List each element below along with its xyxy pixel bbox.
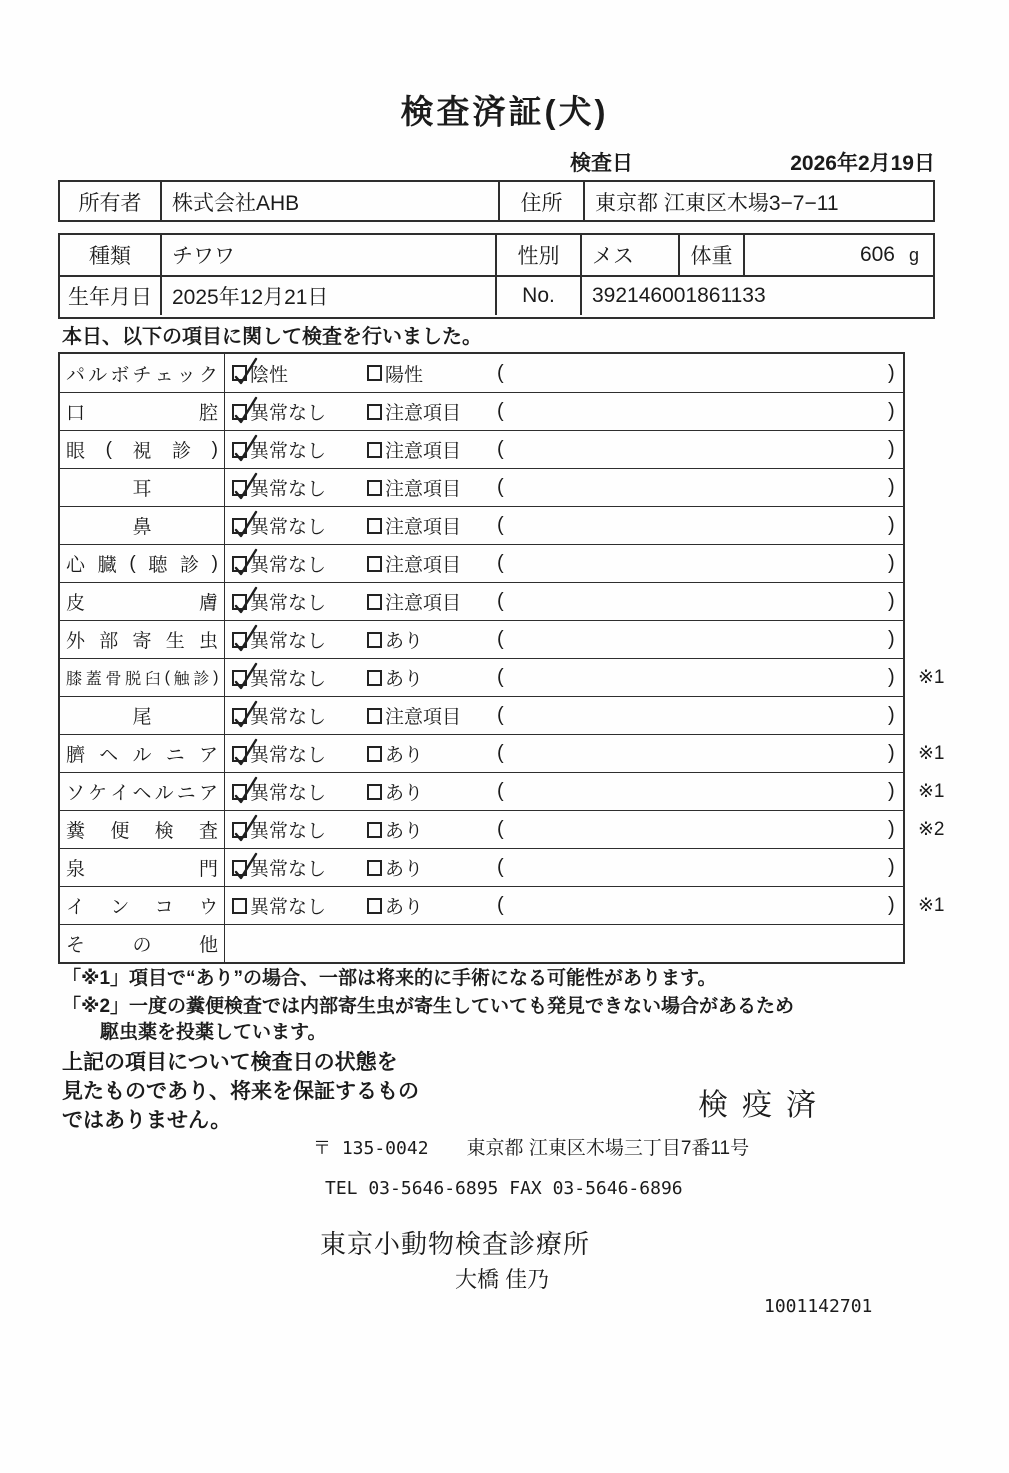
handwritten-checkmark bbox=[231, 813, 258, 844]
item-label-char: ( bbox=[164, 668, 170, 686]
no-label: No. bbox=[497, 277, 582, 315]
paren-close: ) bbox=[888, 742, 895, 764]
paren-close: ) bbox=[888, 818, 895, 840]
item-label-char: 臓 bbox=[97, 555, 117, 576]
option-1 bbox=[232, 621, 326, 658]
clinic-tel-fax: TEL 03-5646-6895 FAX 03-5646-6896 bbox=[325, 1178, 683, 1199]
paren-open: ( bbox=[497, 361, 504, 384]
weight-value: 606 bbox=[859, 243, 895, 266]
checkbox-unchecked bbox=[367, 746, 382, 762]
inspection-row bbox=[60, 430, 903, 468]
inspection-row bbox=[60, 392, 903, 430]
item-label-char: 糞 bbox=[66, 821, 86, 842]
option-2 bbox=[367, 735, 423, 772]
inspection-row bbox=[60, 848, 903, 886]
option-2-label: 注意項目 bbox=[385, 707, 462, 728]
option-1-label: 陰性 bbox=[250, 364, 289, 386]
item-label-char: ア bbox=[198, 745, 218, 766]
option-1-label: 異常なし bbox=[250, 745, 327, 766]
item-label-char: ル bbox=[88, 364, 108, 386]
checkbox-checked bbox=[232, 860, 247, 876]
paren-close: ) bbox=[888, 780, 895, 802]
item-label-char: ッ bbox=[176, 364, 196, 386]
item-label-char: ボ bbox=[110, 364, 130, 386]
handwritten-checkmark bbox=[231, 623, 258, 654]
disclaimer-line-2: 見たものであり、将来を保証するもの bbox=[62, 1080, 419, 1103]
inspection-row bbox=[60, 506, 903, 544]
item-label-char: パ bbox=[66, 364, 86, 386]
item-label bbox=[60, 469, 225, 506]
item-label-char: ) bbox=[211, 552, 218, 574]
item-label-char: 臼 bbox=[144, 671, 161, 688]
inspection-row bbox=[60, 734, 945, 772]
option-2 bbox=[367, 507, 461, 544]
inspection-date-label: 検査日 bbox=[570, 152, 633, 175]
item-label-char: 心 bbox=[66, 555, 86, 576]
paren-close: ) bbox=[888, 590, 895, 612]
weight-label: 体重 bbox=[680, 235, 745, 275]
option-1-label: 異常なし bbox=[250, 631, 327, 652]
footnote-ref: ※1 bbox=[918, 743, 945, 764]
paren-close: ) bbox=[888, 704, 895, 726]
option-1 bbox=[232, 773, 326, 810]
item-label-char: 皮 bbox=[66, 593, 86, 614]
inspection-row bbox=[60, 772, 945, 810]
paren-close: ) bbox=[888, 476, 895, 498]
item-label-char: ウ bbox=[198, 897, 218, 918]
handwritten-checkmark bbox=[231, 585, 258, 616]
item-label bbox=[60, 431, 225, 468]
item-label bbox=[60, 697, 225, 734]
inspection-row bbox=[60, 886, 945, 924]
item-label-char: 聴 bbox=[148, 555, 168, 576]
paren-close: ) bbox=[888, 552, 895, 574]
item-label-char: 他 bbox=[198, 935, 218, 956]
option-2-label: 注意項目 bbox=[385, 479, 462, 500]
inspection-row bbox=[60, 354, 903, 392]
option-2-label: あり bbox=[385, 745, 424, 766]
paren-close: ) bbox=[888, 514, 895, 536]
option-2 bbox=[367, 849, 423, 886]
item-label-char: 門 bbox=[198, 859, 218, 880]
item-label-char: ア bbox=[198, 783, 218, 804]
owner-row bbox=[60, 182, 933, 222]
inspection-row bbox=[60, 810, 945, 848]
clinic-address-line bbox=[313, 1133, 749, 1160]
handwritten-checkmark bbox=[231, 547, 258, 578]
checkbox-checked bbox=[232, 670, 247, 686]
item-label-char: 診 bbox=[193, 671, 209, 688]
footnote-ref: ※1 bbox=[918, 667, 945, 688]
option-1-label: 異常なし bbox=[250, 441, 327, 462]
option-2-label: 注意項目 bbox=[385, 441, 462, 462]
item-label bbox=[60, 849, 225, 886]
option-2-label: 注意項目 bbox=[385, 403, 462, 424]
option-1-label: 異常なし bbox=[250, 859, 327, 880]
item-label-char: ェ bbox=[154, 364, 174, 386]
checkbox-unchecked bbox=[367, 784, 382, 800]
option-2 bbox=[367, 393, 461, 430]
option-1-label: 異常なし bbox=[250, 479, 327, 500]
item-label-char: 臍 bbox=[66, 745, 86, 766]
clinic-postal-code: 〒 135-0042 bbox=[313, 1138, 429, 1159]
document-code: 1001142701 bbox=[764, 1296, 873, 1317]
option-2-label: 注意項目 bbox=[385, 593, 462, 614]
checkbox-unchecked bbox=[367, 518, 382, 534]
item-label-char: ケ bbox=[88, 783, 108, 804]
option-1 bbox=[232, 583, 326, 620]
paren-close: ) bbox=[888, 438, 895, 460]
checkbox-unchecked bbox=[367, 480, 382, 496]
option-2 bbox=[367, 469, 461, 506]
item-label-char: 外 bbox=[66, 631, 86, 652]
owner-table bbox=[58, 180, 935, 222]
item-label-char: 寄 bbox=[132, 631, 152, 652]
paren-open: ( bbox=[497, 856, 504, 878]
item-label-char: コ bbox=[154, 897, 174, 918]
option-2 bbox=[367, 659, 423, 696]
option-1 bbox=[232, 811, 326, 848]
checkbox-unchecked bbox=[367, 632, 382, 648]
item-label-char: 膝 bbox=[66, 671, 82, 688]
item-label-char: ( bbox=[129, 552, 136, 574]
option-1 bbox=[232, 849, 326, 886]
option-2-label: あり bbox=[385, 631, 424, 652]
item-label-char: 蓋 bbox=[85, 671, 102, 688]
option-2-label: あり bbox=[385, 821, 424, 842]
option-2-label: あり bbox=[385, 669, 424, 690]
inspection-row bbox=[60, 658, 945, 696]
paren-open: ( bbox=[497, 666, 504, 688]
sex-value: メス bbox=[582, 235, 680, 275]
veterinarian-name: 大橋 佳乃 bbox=[455, 1267, 550, 1292]
item-label-char: ニ bbox=[165, 745, 185, 766]
option-2 bbox=[367, 811, 423, 848]
paren-open: ( bbox=[497, 628, 504, 650]
footnote-2-continued: 駆虫薬を投薬しています。 bbox=[100, 1022, 327, 1043]
item-label bbox=[60, 621, 225, 658]
document-title: 検査済証(犬) bbox=[400, 93, 609, 130]
footnote-1: 「※1」項目で“あり”の場合、一部は将来的に手術になる可能性があります。 bbox=[62, 968, 717, 989]
paren-open: ( bbox=[497, 514, 504, 536]
option-2-label: あり bbox=[385, 783, 424, 804]
item-label-char: 生 bbox=[165, 631, 185, 652]
item-label-char: ニ bbox=[176, 783, 196, 804]
paren-open: ( bbox=[497, 818, 504, 840]
item-label bbox=[60, 393, 225, 430]
owner-value: 株式会社AHB bbox=[162, 182, 500, 222]
item-label-char: 尾 bbox=[132, 707, 152, 728]
item-label-char: イ bbox=[66, 897, 86, 918]
item-label-char: 虫 bbox=[198, 631, 218, 652]
sex-label: 性別 bbox=[497, 235, 582, 275]
address-label: 住所 bbox=[500, 182, 585, 222]
inspection-row bbox=[60, 544, 903, 582]
footnote-ref: ※2 bbox=[918, 819, 945, 840]
option-2 bbox=[367, 354, 423, 392]
item-label-char: ( bbox=[105, 438, 112, 460]
paren-open: ( bbox=[497, 894, 504, 916]
item-label-char: 眼 bbox=[66, 441, 86, 462]
checkbox-unchecked bbox=[232, 898, 247, 914]
pet-table bbox=[58, 233, 935, 319]
checkbox-checked bbox=[232, 365, 247, 381]
inspection-table bbox=[58, 352, 945, 964]
intro-text: 本日、以下の項目に関して検査を行いました。 bbox=[62, 326, 482, 348]
disclaimer-line-1: 上記の項目について検査日の状態を bbox=[62, 1051, 398, 1074]
paren-close: ) bbox=[888, 856, 895, 878]
breed-label: 種類 bbox=[60, 235, 162, 275]
item-label-char: 膚 bbox=[198, 593, 218, 614]
checkbox-checked bbox=[232, 746, 247, 762]
handwritten-checkmark bbox=[231, 509, 258, 540]
checkbox-unchecked bbox=[367, 442, 382, 458]
item-label-char: 脱 bbox=[125, 671, 141, 688]
item-label-char: 便 bbox=[110, 821, 130, 842]
option-2 bbox=[367, 583, 461, 620]
option-1-label: 異常なし bbox=[250, 783, 327, 804]
checkbox-unchecked bbox=[367, 404, 382, 420]
footnote-2: 「※2」一度の糞便検査では内部寄生虫が寄生していても発見できない場合があるため bbox=[62, 996, 795, 1017]
item-label bbox=[60, 583, 225, 620]
inspection-date-value: 2026年2月19日 bbox=[790, 152, 935, 175]
inspection-row bbox=[60, 924, 903, 962]
address-value: 東京都 江東区木場3−7−11 bbox=[595, 192, 839, 215]
no-value: 392146001861133 bbox=[592, 284, 766, 307]
item-label-char: 触 bbox=[173, 671, 190, 688]
item-label bbox=[60, 354, 225, 392]
option-1 bbox=[232, 354, 288, 392]
option-2-label: あり bbox=[385, 859, 424, 880]
checkbox-unchecked bbox=[367, 670, 382, 686]
option-1-label: 異常なし bbox=[250, 593, 327, 614]
item-label-char: そ bbox=[66, 935, 86, 956]
checkbox-unchecked bbox=[367, 898, 382, 914]
item-label bbox=[60, 887, 225, 924]
footnote-ref: ※1 bbox=[918, 781, 945, 802]
item-label bbox=[60, 735, 225, 772]
handwritten-checkmark bbox=[231, 433, 258, 464]
birthdate-label: 生年月日 bbox=[60, 277, 162, 315]
option-1-label: 異常なし bbox=[250, 707, 327, 728]
option-1 bbox=[232, 545, 326, 582]
item-label-char: イ bbox=[110, 783, 130, 804]
handwritten-checkmark bbox=[231, 661, 258, 692]
option-2 bbox=[367, 887, 423, 924]
handwritten-checkmark bbox=[231, 737, 258, 768]
paren-close: ) bbox=[888, 628, 895, 650]
checkbox-unchecked bbox=[367, 365, 382, 381]
checkbox-unchecked bbox=[367, 556, 382, 572]
item-label-char: 部 bbox=[99, 631, 119, 652]
option-1 bbox=[232, 469, 326, 506]
checkbox-checked bbox=[232, 518, 247, 534]
inspection-row bbox=[60, 582, 903, 620]
checkbox-checked bbox=[232, 594, 247, 610]
inspection-row bbox=[60, 468, 903, 506]
weight-unit: g bbox=[908, 244, 919, 265]
inspection-row bbox=[60, 696, 903, 734]
clinic-name: 東京小動物検査診療所 bbox=[320, 1229, 591, 1259]
paren-open: ( bbox=[497, 780, 504, 802]
checkbox-checked bbox=[232, 556, 247, 572]
item-label bbox=[60, 545, 225, 582]
option-2-label: あり bbox=[385, 897, 424, 918]
paren-open: ( bbox=[497, 552, 504, 574]
handwritten-checkmark bbox=[231, 699, 258, 730]
paren-close: ) bbox=[888, 400, 895, 422]
option-1 bbox=[232, 659, 326, 696]
paren-open: ( bbox=[497, 704, 504, 726]
weight-value-cell bbox=[745, 235, 933, 275]
item-label-char: ク bbox=[198, 364, 218, 386]
option-1-label: 異常なし bbox=[250, 403, 327, 424]
option-1-label: 異常なし bbox=[250, 897, 327, 918]
option-1 bbox=[232, 507, 326, 544]
item-label-char: ル bbox=[154, 783, 174, 804]
item-label-char: チ bbox=[132, 364, 152, 386]
breed-value: チワワ bbox=[162, 235, 497, 275]
checkbox-unchecked bbox=[367, 594, 382, 610]
item-label bbox=[60, 925, 225, 962]
option-1 bbox=[232, 887, 326, 924]
item-label-char: 検 bbox=[154, 821, 174, 842]
pet-row-2 bbox=[60, 275, 933, 315]
item-label bbox=[60, 659, 225, 696]
option-2 bbox=[367, 621, 423, 658]
item-label-char: ヘ bbox=[132, 783, 152, 804]
option-2-label: 注意項目 bbox=[385, 517, 462, 538]
option-1 bbox=[232, 393, 326, 430]
option-2 bbox=[367, 773, 423, 810]
birthdate-value: 2025年12月21日 bbox=[162, 277, 497, 315]
handwritten-checkmark bbox=[231, 851, 258, 882]
checkbox-unchecked bbox=[367, 860, 382, 876]
handwritten-checkmark bbox=[231, 775, 258, 806]
item-label-char: ン bbox=[110, 897, 130, 918]
option-1 bbox=[232, 697, 326, 734]
item-label-char: 査 bbox=[198, 821, 218, 842]
item-label-char: 骨 bbox=[105, 671, 121, 688]
paren-open: ( bbox=[497, 742, 504, 764]
quarantine-stamp: 検疫済 bbox=[698, 1089, 830, 1122]
clinic-address: 東京都 江東区木場三丁目7番11号 bbox=[466, 1138, 750, 1159]
item-label bbox=[60, 811, 225, 848]
item-label-char: 診 bbox=[172, 441, 192, 462]
inspection-row bbox=[60, 620, 903, 658]
option-2-label: 陽性 bbox=[385, 364, 424, 386]
item-label-char: 泉 bbox=[66, 859, 86, 880]
paren-open: ( bbox=[497, 590, 504, 612]
owner-label: 所有者 bbox=[60, 182, 162, 222]
item-label-char: 診 bbox=[180, 555, 200, 576]
disclaimer-text bbox=[62, 1048, 419, 1135]
option-1-label: 異常なし bbox=[250, 669, 327, 690]
paren-open: ( bbox=[497, 476, 504, 498]
item-label-char: ヘ bbox=[99, 745, 119, 766]
checkbox-checked bbox=[232, 480, 247, 496]
checkbox-checked bbox=[232, 632, 247, 648]
option-1 bbox=[232, 735, 326, 772]
checkbox-checked bbox=[232, 822, 247, 838]
item-label bbox=[60, 773, 225, 810]
item-label-char: ソ bbox=[66, 783, 86, 804]
paren-open: ( bbox=[497, 400, 504, 422]
item-label-char: 腔 bbox=[198, 403, 218, 424]
item-label-char: 鼻 bbox=[132, 517, 152, 538]
item-label bbox=[60, 507, 225, 544]
checkbox-checked bbox=[232, 442, 247, 458]
item-label-char: の bbox=[132, 935, 152, 956]
checkbox-checked bbox=[232, 784, 247, 800]
disclaimer-line-3: ではありません。 bbox=[62, 1109, 232, 1132]
option-2 bbox=[367, 545, 461, 582]
checkbox-checked bbox=[232, 404, 247, 420]
handwritten-checkmark bbox=[231, 356, 258, 387]
handwritten-checkmark bbox=[231, 395, 258, 426]
option-2-label: 注意項目 bbox=[385, 555, 462, 576]
checkbox-unchecked bbox=[367, 822, 382, 838]
paren-close: ) bbox=[888, 894, 895, 916]
option-1 bbox=[232, 431, 326, 468]
checkbox-checked bbox=[232, 708, 247, 724]
item-label-char: ) bbox=[213, 668, 218, 686]
option-1-label: 異常なし bbox=[250, 821, 327, 842]
item-label-char: ) bbox=[211, 438, 218, 460]
item-label-char: 口 bbox=[66, 403, 86, 424]
pet-row-1 bbox=[60, 235, 933, 275]
option-2 bbox=[367, 431, 461, 468]
footnote-ref: ※1 bbox=[918, 895, 945, 916]
checkbox-unchecked bbox=[367, 708, 382, 724]
paren-close: ) bbox=[888, 361, 895, 384]
item-label-char: 視 bbox=[132, 441, 152, 462]
paren-open: ( bbox=[497, 438, 504, 460]
option-2 bbox=[367, 697, 461, 734]
option-1-label: 異常なし bbox=[250, 517, 327, 538]
handwritten-checkmark bbox=[231, 471, 258, 502]
item-label-char: ル bbox=[132, 745, 152, 766]
option-1-label: 異常なし bbox=[250, 555, 327, 576]
paren-close: ) bbox=[888, 666, 895, 688]
item-label-char: 耳 bbox=[132, 479, 152, 500]
